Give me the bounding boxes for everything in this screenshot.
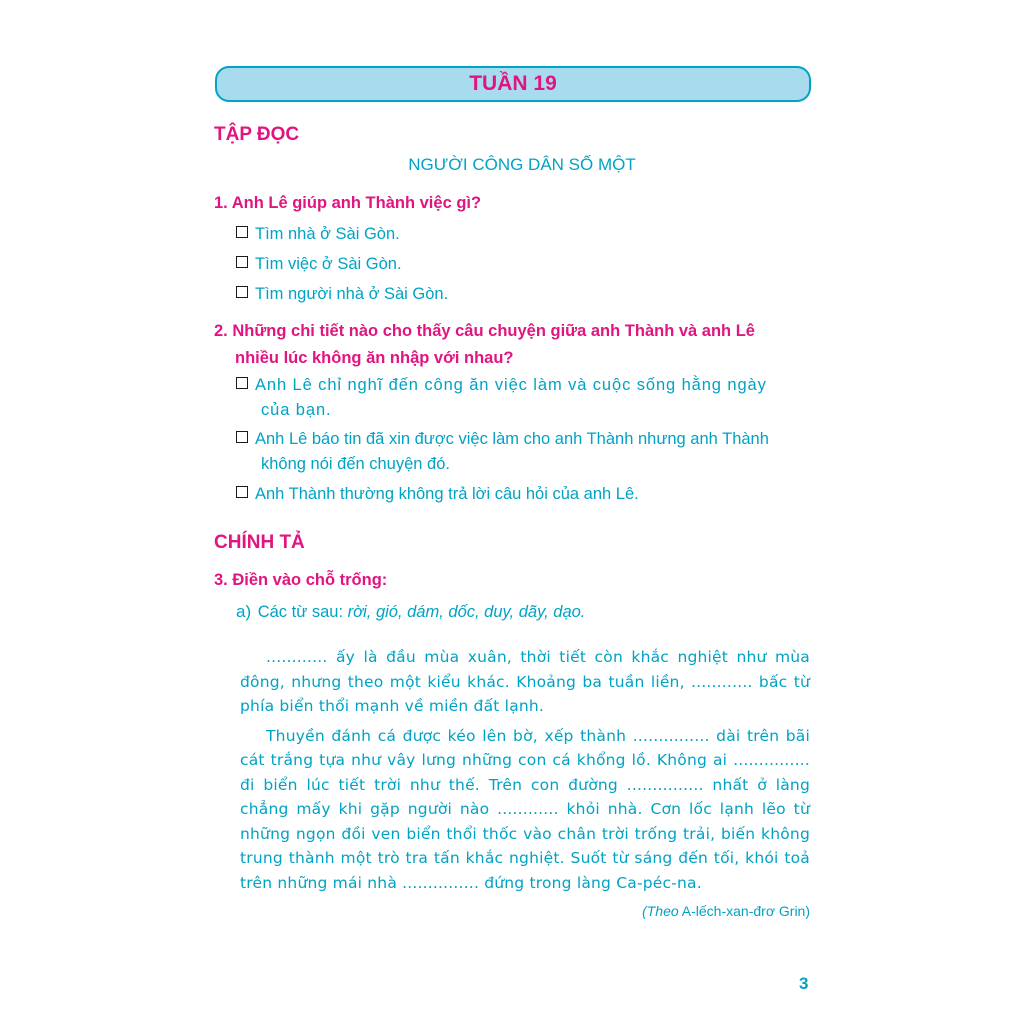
instruction: Các từ sau: (257, 603, 344, 621)
passage-paragraph-2: Thuyền đánh cá được kéo lên bờ, xếp thành ............... dài trên bãi cát trắng tựa như vây lưng những con cá khổng lồ. Không ai ............... đi biển lúc tiết trời như thế. Trên con đường ............... nhất ở làng chẳng mấy khi gặp người nào ............ khỏi nhà. Cơn lốc lạnh lẽo từ những ngọn đồi ven biển thổi thốc vào chân trời trống trải, biến không trung thành một trò tra tấn khắc nghiệt. Suốt từ sáng đến tối, khói toả trên những mái nhà ............... đứng trong làng Ca-péc-na. (240, 726, 810, 892)
section-heading-reading: TẬP ĐỌC (214, 124, 300, 145)
week-banner (215, 66, 811, 102)
section-heading-spelling: CHÍNH TẢ (214, 532, 305, 553)
checkbox[interactable] (236, 226, 248, 238)
option-text: Tìm nhà ở Sài Gòn. (255, 225, 400, 243)
question-2 (214, 318, 814, 372)
q2-option-1[interactable] (236, 373, 811, 423)
checkbox[interactable] (236, 256, 248, 268)
passage (240, 645, 810, 895)
checkbox[interactable] (236, 431, 248, 443)
q2-option-3[interactable] (236, 482, 811, 507)
option-text: Anh Lê chỉ nghĩ đến công ăn việc làm và cuộc sống hằng ngày (255, 376, 767, 394)
reading-title: NGƯỜI CÔNG DÂN SỐ MỘT (408, 155, 636, 174)
page-number: 3 (799, 974, 809, 993)
week-title: TUẦN 19 (469, 72, 557, 95)
question-1: 1. Anh Lê giúp anh Thành việc gì? (214, 194, 482, 212)
source-citation (642, 903, 810, 919)
source-author: A-lếch-xan-đrơ Grin) (678, 903, 810, 919)
option-text: Tìm việc ở Sài Gòn. (255, 255, 402, 273)
source-prefix: (Theo (642, 903, 679, 919)
word-list: rời, gió, dám, dốc, duy, dãy, dạo. (347, 603, 586, 621)
question-3: 3. Điền vào chỗ trống: (214, 571, 388, 589)
q1-option-3[interactable] (236, 282, 811, 307)
q1-option-1[interactable] (236, 222, 811, 247)
question-2-line2: nhiều lúc không ăn nhập với nhau? (235, 349, 514, 367)
question-2-line1: 2. Những chi tiết nào cho thấy câu chuyện giữa anh Thành và anh Lê (214, 322, 755, 340)
checkbox[interactable] (236, 286, 248, 298)
passage-paragraph-1: ............ ấy là đầu mùa xuân, thời tiết còn khắc nghiệt như mùa đông, nhưng theo một kiểu khác. Khoảng ba tuần liền, ............ bấc từ phía biển thổi mạnh về miền đất lạnh. (240, 648, 810, 715)
q1-option-2[interactable] (236, 252, 811, 277)
option-text-cont: không nói đến chuyện đó. (261, 455, 450, 473)
q2-option-2[interactable] (236, 427, 811, 477)
part-label: a) (236, 602, 252, 621)
option-text: Anh Thành thường không trả lời câu hỏi của anh Lê. (255, 485, 639, 503)
option-text: Tìm người nhà ở Sài Gòn. (255, 285, 449, 303)
option-text-cont: của bạn. (261, 401, 332, 419)
checkbox[interactable] (236, 486, 248, 498)
checkbox[interactable] (236, 377, 248, 389)
option-text: Anh Lê báo tin đã xin được việc làm cho anh Thành nhưng anh Thành (255, 430, 769, 448)
q3-part-a (236, 602, 585, 622)
